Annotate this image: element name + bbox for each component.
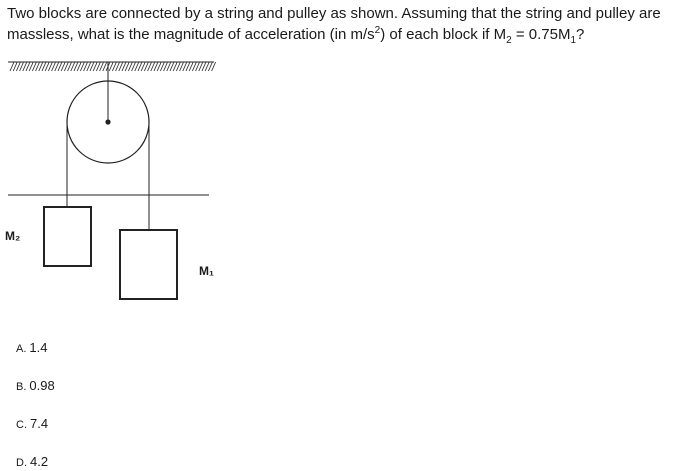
ceiling-hatching [10, 62, 216, 71]
question-part-3: = 0.75M [511, 26, 571, 43]
choice-d-value: 4.2 [30, 454, 49, 469]
choice-a-letter: A. [16, 343, 27, 355]
question-subscript-2: 1 [570, 35, 577, 46]
pulley-axle [105, 119, 110, 124]
choice-a[interactable] [16, 340, 47, 355]
question-part-2: ) of each block if M [380, 26, 507, 43]
choice-b-letter: B. [16, 381, 27, 393]
label-m2: M₂ [5, 229, 21, 243]
question-superscript: 2 [374, 25, 381, 36]
question-part-1: Two blocks are connected by a string and pulley as shown. Assuming that the string and pulley are massless, what is the magnitude of acceleration (in m/s [7, 5, 661, 43]
choice-d-letter: D. [16, 457, 27, 469]
choice-b-value: 0.98 [29, 378, 55, 393]
choice-c[interactable] [16, 416, 48, 431]
choice-b[interactable] [16, 378, 55, 393]
choice-d[interactable] [16, 454, 48, 469]
ceiling [8, 62, 216, 71]
choice-c-letter: C. [16, 419, 27, 431]
label-m1: M₁ [199, 264, 214, 278]
question-subscript-1: 2 [506, 35, 512, 46]
question-part-4: ? [576, 26, 585, 43]
choice-c-value: 7.4 [30, 416, 49, 431]
block-m1 [120, 230, 177, 299]
choice-a-value: 1.4 [29, 340, 48, 355]
block-m2 [44, 207, 91, 266]
